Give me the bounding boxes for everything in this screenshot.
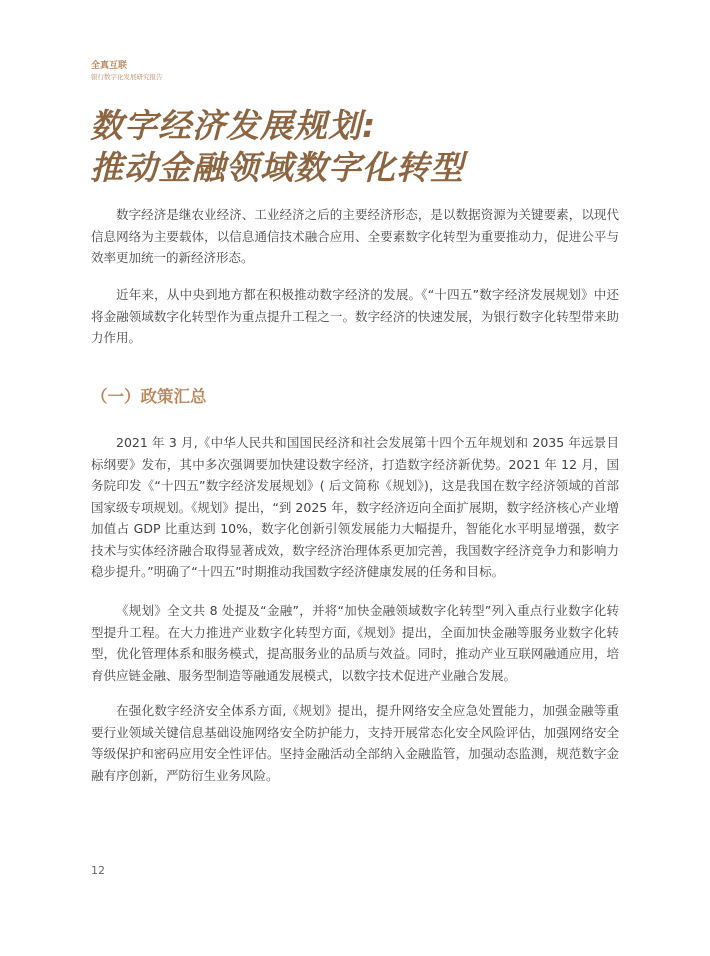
policy-paragraph-1-block bbox=[91, 432, 619, 583]
policy-paragraph-3: 在强化数字经济安全体系方面,《规划》提出，提升网络安全应急处置能力，加强金融等重要行业领域关键信息基础设施网络安全防护能力，支持开展常态化安全风险评估，加强网络安全等级保护和密码应用安全性评估。坚持金融活动全部纳入金融监管，加强动态监测，规范数字金融有序创新，严防衍生业务风险。 bbox=[91, 703, 619, 783]
page-title-line-2: 推动金融领域数字化转型 bbox=[90, 148, 464, 187]
header-brand: 全真互联 bbox=[91, 61, 128, 71]
intro-paragraph-2-block bbox=[91, 284, 619, 349]
running-header bbox=[91, 60, 163, 82]
policy-paragraph-2: 《规划》全文共 8 处提及“金融”，并将“加快金融领域数字化转型”列入重点行业数字化转型提升工程。在大力推进产业数字化转型方面,《规划》提出，全面加快金融等服务业数字化转型，优化管理体系和服务模式，提高服务业的品质与效益。同时，推动产业互联网融通应用，培育供应链金融、服务型制造等融通发展模式，以数字技术促进产业融合发展。 bbox=[91, 603, 619, 683]
section-heading: （一）政策汇总 bbox=[91, 387, 207, 406]
header-subtitle: 银行数字化发展研究报告 bbox=[91, 73, 163, 81]
policy-paragraph-1: 2021 年 3 月,《中华人民共和国国民经济和社会发展第十四个五年规划和 2035 年远景目标纲要》发布，其中多次强调要加快建设数字经济，打造数字经济新优势。2021 年 12 月，国务院印发《“十四五”数字经济发展规划》( 后文简称《规划》)，这是我国在数字经济领域的首部国家级专项规划。《规划》提出，“到 2025 年，数字经济迈向全面扩展期，数字经济核心产业增加值占 GDP 比重达到 10%，数字化创新引领发展能力大幅提升，智能化水平明显增强，数字技术与实体经济融合取得显著成效，数字经济治理体系更加完善，我国数字经济竞争力和影响力稳步提升。”明确了“十四五”时期推动我国数字经济健康发展的任务和目标。 bbox=[91, 435, 619, 579]
page-title bbox=[90, 105, 464, 189]
intro-paragraph-2: 近年来，从中央到地方都在积极推动数字经济的发展。《“十四五”数字经济发展规划》中还将金融领域数字化转型作为重点提升工程之一。数字经济的快速发展，为银行数字化转型带来助力作用。 bbox=[91, 287, 619, 345]
intro-paragraph-1-block bbox=[91, 204, 619, 269]
intro-paragraph-1: 数字经济是继农业经济、工业经济之后的主要经济形态，是以数据资源为关键要素，以现代信息网络为主要载体，以信息通信技术融合应用、全要素数字化转型为重要推动力，促进公平与效率更加统一的新经济形态。 bbox=[91, 207, 619, 265]
page-number: 12 bbox=[91, 864, 105, 877]
page-title-line-1: 数字经济发展规划: bbox=[90, 106, 377, 145]
policy-paragraph-3-block bbox=[91, 700, 619, 786]
policy-paragraph-2-block bbox=[91, 600, 619, 686]
